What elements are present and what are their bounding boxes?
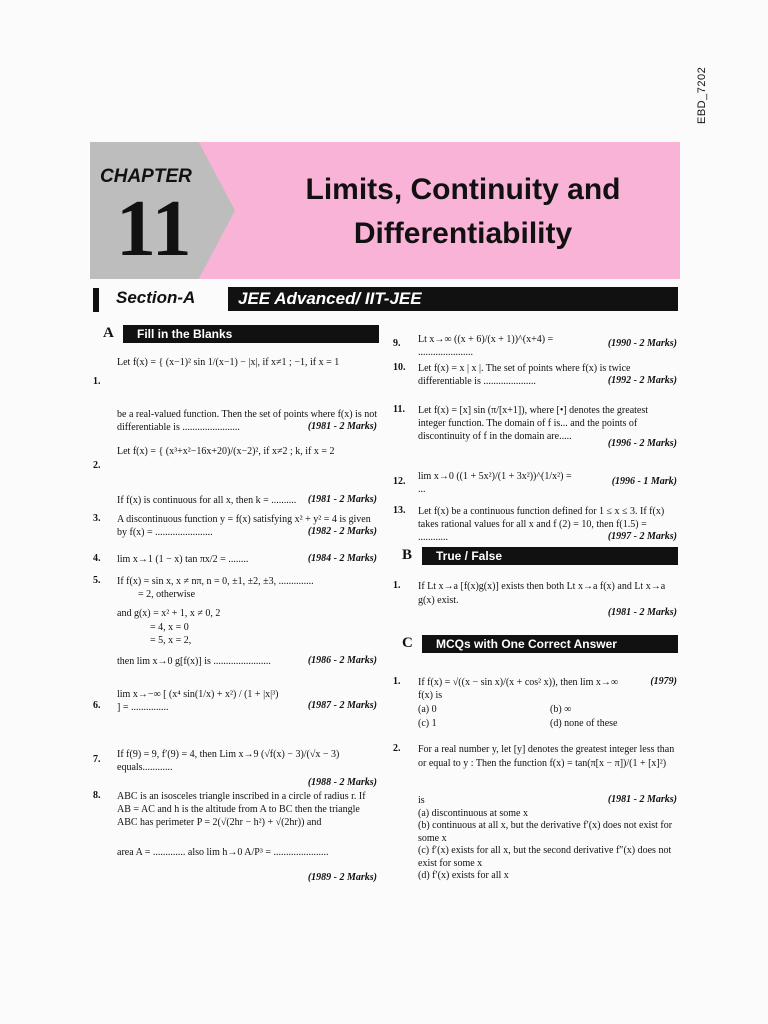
chapter-label: CHAPTER xyxy=(100,166,192,187)
question-text: Lt x→∞ ((x + 6)/(x + 1))^(x+4) = ...................... xyxy=(418,334,554,358)
question-line: = 5, x = 2, xyxy=(150,635,192,646)
question-marks: (1986 - 2 Marks) xyxy=(307,655,377,666)
question-text: A discontinuous function y = f(x) satisfying x² + y² = 4 is given by f(x) = ....................... xyxy=(117,514,371,538)
question-marks: (1989 - 2 Marks) xyxy=(307,872,377,883)
question-marks: (1992 - 2 Marks) xyxy=(607,375,677,386)
question-text: be a real-valued function. Then the set of points where f(x) is not differentiable is ....................... xyxy=(117,409,378,433)
question-number: 4. xyxy=(93,553,101,564)
question-text: ABC is an isosceles triangle inscribed in a circle of radius r. If AB = AC and h is the altitude from A to BC then the triangle ABC has perimeter P = 2(√(2hr − h²) + √(2hr)) and xyxy=(117,791,366,828)
header-letter: B xyxy=(402,547,413,563)
question-number: 1. xyxy=(393,676,401,687)
question-text: lim x→0 ((1 + 5x²)/(1 + 3x²))^(1/x²) = ... xyxy=(418,471,572,495)
question-marks: (1990 - 2 Marks) xyxy=(607,338,677,349)
question-marks: (1984 - 2 Marks) xyxy=(307,553,377,564)
option: (d) none of these xyxy=(550,718,618,729)
header-label: Fill in the Blanks xyxy=(123,325,379,343)
question-line: and g(x) = x² + 1, x ≠ 0, 2 xyxy=(117,608,221,619)
question-text: If Lt x→a [f(x)g(x)] exists then both Lt x→a f(x) and Lt x→a g(x) exist. xyxy=(418,581,666,606)
option: (c) f′(x) exists for all x, but the second derivative f″(x) does not exist for some x xyxy=(418,845,672,869)
chapter-number: 11 xyxy=(116,185,192,273)
section-marker xyxy=(93,288,99,312)
question-text: For a real number y, let [y] denotes the greatest integer less than or equal to y : Then the function f(x) = tan(π[x − π])/(1 + [x]²) xyxy=(418,744,675,769)
question-formula: Let f(x) = { (x−1)² sin 1/(x−1) − |x|, if x≠1 ; −1, if x = 1 xyxy=(117,357,340,368)
question-number: 9. xyxy=(393,338,401,349)
question-number: 2. xyxy=(393,743,401,754)
chapter-title xyxy=(248,168,678,256)
header-label: MCQs with One Correct Answer xyxy=(422,635,678,653)
question-number: 7. xyxy=(93,754,101,765)
option: (c) 1 xyxy=(418,718,437,729)
question-marks: (1996 - 1 Mark) xyxy=(611,476,677,487)
question-text: lim x→−∞ [ (x⁴ sin(1/x) + x²) / (1 + |x|³) ] = ............... xyxy=(117,689,279,713)
chapter-title-line-2: Differentiability xyxy=(353,217,573,250)
option: (a) discontinuous at some x xyxy=(418,808,528,819)
option: (b) continuous at all x, but the derivative f′(x) does not exist for some x xyxy=(418,820,673,844)
question-text: Let f(x) = [x] sin (π/[x+1]), where [•] denotes the greatest integer function. The domain of f is... and the points of discontinuity of f in the domain are..... xyxy=(418,405,649,442)
question-marks: (1988 - 2 Marks) xyxy=(307,777,377,788)
option: (a) 0 xyxy=(418,704,437,715)
question-marks: (1981 - 2 Marks) xyxy=(307,494,377,505)
question-line: = 4, x = 0 xyxy=(150,622,189,633)
question-number: 1. xyxy=(393,580,401,591)
question-line: area A = ............. also lim h→0 A/P³ = ...................... xyxy=(117,847,329,858)
question-text: lim x→1 (1 − x) tan πx/2 = ........ xyxy=(117,554,249,565)
question-text: Let f(x) be a continuous function defined for 1 ≤ x ≤ 3. If f(x) takes rational values for all x and f (2) = 10, then f(1.5) = ............ xyxy=(418,506,665,543)
question-number: 12. xyxy=(393,476,406,487)
question-number: 11. xyxy=(393,404,405,415)
question-text: If f(x) = sin x, x ≠ nπ, n = 0, ±1, ±2, ±3, .............. xyxy=(117,576,314,587)
question-number: 6. xyxy=(93,700,101,711)
question-marks: (1981 - 2 Marks) xyxy=(307,421,377,432)
document-code: EBD_7202 xyxy=(696,66,708,124)
header-letter: A xyxy=(103,325,114,341)
header-letter: C xyxy=(402,635,413,651)
header-label: True / False xyxy=(422,547,678,565)
section-title: Section-A xyxy=(116,288,196,307)
question-marks: (1981 - 2 Marks) xyxy=(607,794,677,805)
option: (d) f′(x) exists for all x xyxy=(418,870,509,881)
question-formula: Let f(x) = { (x³+x²−16x+20)/(x−2)², if x≠2 ; k, if x = 2 xyxy=(117,446,335,457)
question-marks: (1979) xyxy=(650,676,677,687)
question-number: 2. xyxy=(93,460,101,471)
question-marks: (1981 - 2 Marks) xyxy=(607,607,677,618)
question-number: 10. xyxy=(393,362,406,373)
question-text: Let f(x) = x | x |. The set of points where f(x) is twice differentiable is ..................... xyxy=(418,363,631,387)
question-number: 8. xyxy=(93,790,101,801)
option: (b) ∞ xyxy=(550,704,572,715)
question-number: 13. xyxy=(393,505,406,516)
chapter-title-line-1: Limits, Continuity and xyxy=(305,173,621,206)
question-text: If f(x) = √((x − sin x)/(x + cos² x)), then lim x→∞ f(x) is xyxy=(418,677,618,701)
question-number: 1. xyxy=(93,376,101,387)
question-marks: (1996 - 2 Marks) xyxy=(607,438,677,449)
section-subtitle: JEE Advanced/ IIT-JEE xyxy=(228,287,678,311)
question-marks: (1987 - 2 Marks) xyxy=(307,700,377,711)
question-text: If f(9) = 9, f′(9) = 4, then Lim x→9 (√f(x) − 3)/(√x − 3) equals............ xyxy=(117,749,340,773)
question-line: = 2, otherwise xyxy=(138,589,196,600)
question-number: 3. xyxy=(93,513,101,524)
question-number: 5. xyxy=(93,575,101,586)
question-line: is xyxy=(418,795,425,806)
question-line: then lim x→0 g[f(x)] is ....................... xyxy=(117,656,271,667)
question-text: If f(x) is continuous for all x, then k = .......... xyxy=(117,495,297,506)
question-marks: (1997 - 2 Marks) xyxy=(607,531,677,542)
question-marks: (1982 - 2 Marks) xyxy=(307,526,377,537)
